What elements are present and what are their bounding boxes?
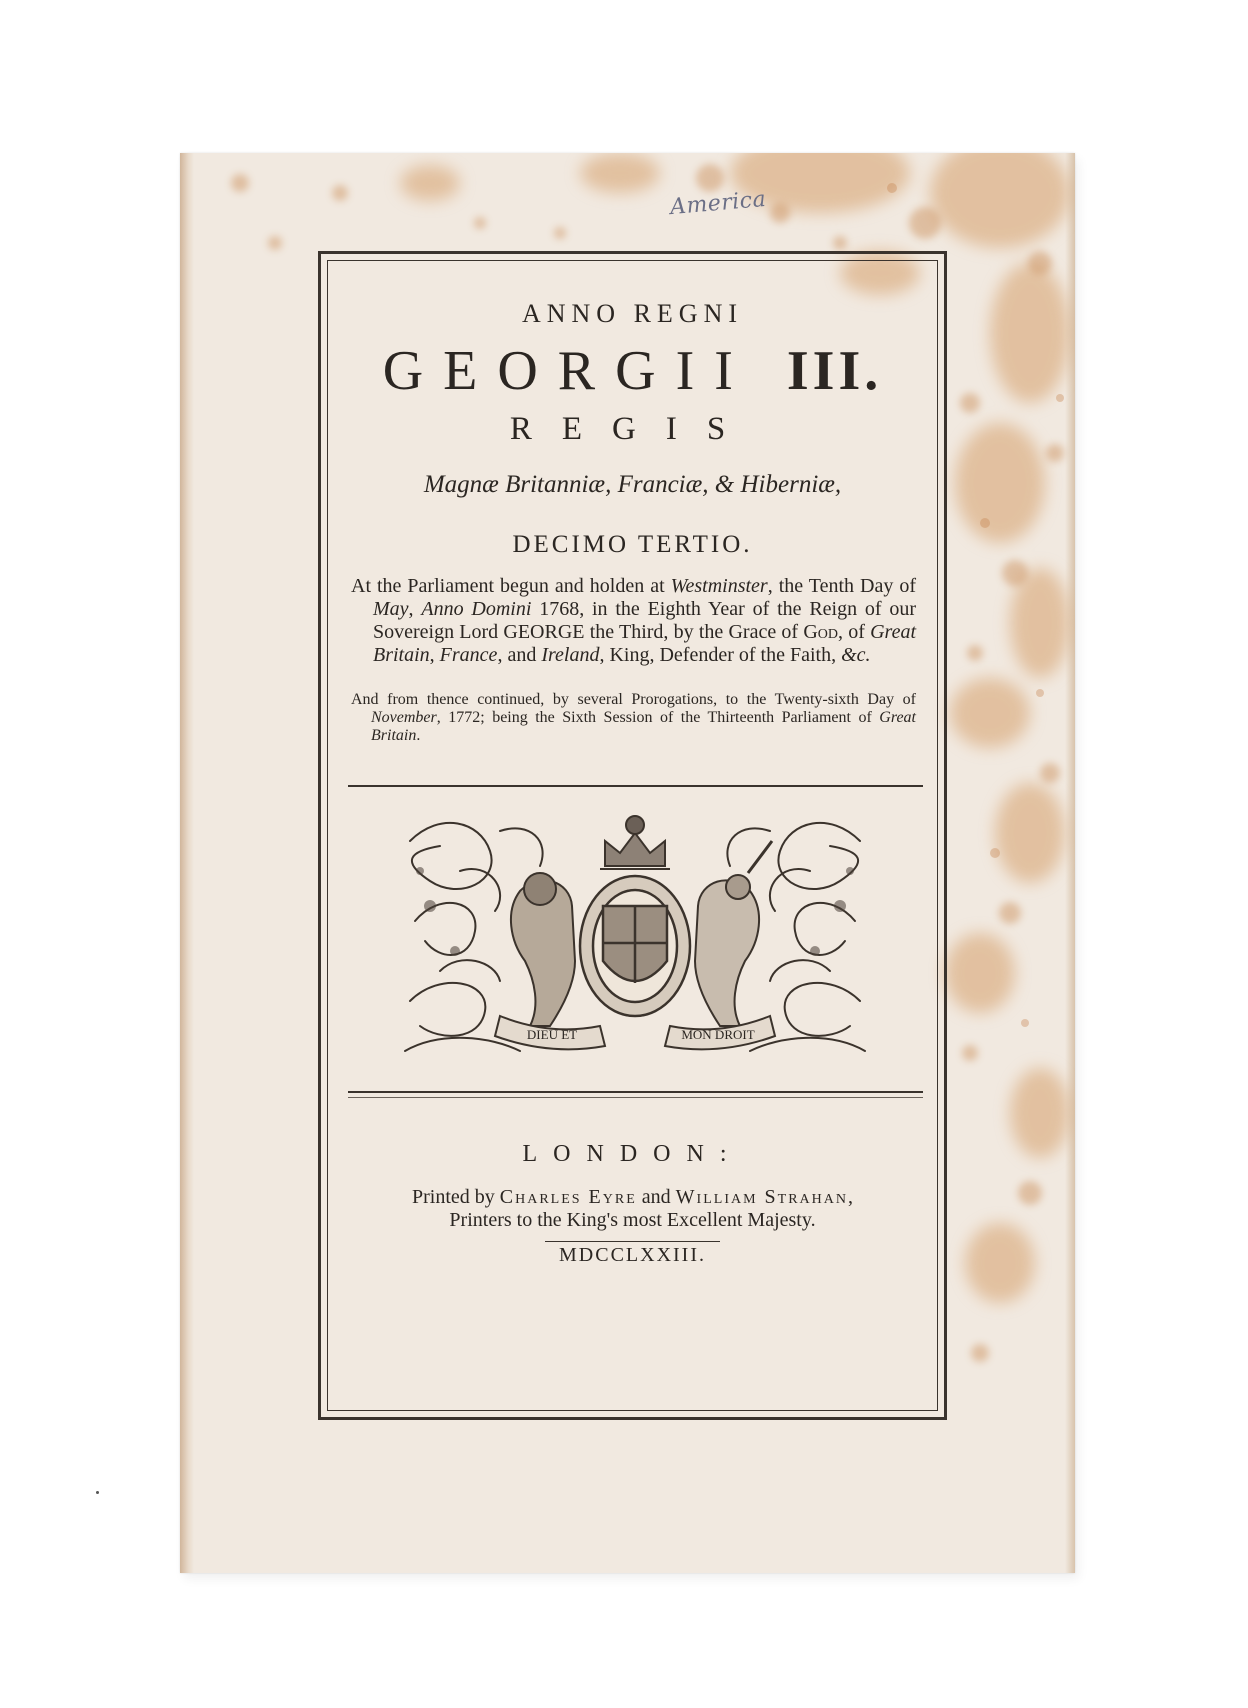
motto-right: MON DROIT <box>681 1027 755 1042</box>
para1-text-f: , <box>429 644 440 666</box>
para1-text-h: , King, Defender of the Faith, <box>599 644 842 666</box>
title-anno-regni: ANNO REGNI <box>521 299 744 328</box>
para2-great-britain: Great Britain <box>371 709 916 744</box>
imprint-printed-by: Printed by <box>411 1186 500 1208</box>
imprint-printer-2: William Strahan <box>675 1186 848 1208</box>
para2-text-c: . <box>416 727 421 744</box>
para1-ireland: Ireland <box>541 644 600 666</box>
motto-left: DIEU ET <box>526 1027 578 1042</box>
title-page-content <box>328 261 937 1410</box>
title-regis: REGIS <box>509 411 756 447</box>
title-georgii-name: GEORGII <box>382 340 753 402</box>
divider-rule-bottom-thin <box>348 1097 923 1098</box>
imprint-printers-line: Printers to the King's most Excellent Majesty. <box>449 1209 816 1231</box>
para1-france: France <box>439 644 498 666</box>
document-page <box>180 153 1075 1573</box>
title-border <box>318 251 947 1420</box>
para1-etc: &c. <box>841 644 871 666</box>
imprint-city: LONDON: <box>522 1141 743 1167</box>
para1-text-c: , <box>408 598 422 620</box>
speck <box>96 1491 99 1494</box>
imprint-printer-1: Charles Eyre <box>499 1186 637 1208</box>
para2-month: November <box>371 709 437 726</box>
prorogation-paragraph <box>351 691 916 745</box>
para1-text-b: , the Tenth Day of <box>767 575 916 597</box>
imprint-year-text: MDCCLXXIII. <box>545 1241 720 1267</box>
handwritten-note: America <box>669 186 768 221</box>
para1-god: God <box>803 621 838 643</box>
divider-rule-bottom <box>348 1091 923 1093</box>
imprint-printers: Printed by Charles Eyre and William Strahan, Printers to the King's most Excellent Majesty. <box>411 1186 853 1231</box>
divider-rule-top <box>348 785 923 787</box>
para1-anno-domini: Anno Domini <box>421 598 532 620</box>
para1-text-e: , of <box>837 621 871 643</box>
royal-coat-of-arms-woodcut <box>400 811 870 1061</box>
imprint-year <box>328 1241 937 1267</box>
title-georgii <box>328 339 937 403</box>
title-georgii-numeral: III. <box>786 340 883 402</box>
para1-month: May <box>373 598 409 620</box>
title-decimo-tertio: DECIMO TERTIO. <box>512 531 753 558</box>
para1-text-d: 1768, in the Eighth Year of the Reign of our Sovereign Lord GEORGE the Third, by the Grace of <box>373 598 917 643</box>
parliament-paragraph <box>351 575 916 667</box>
para1-text-g: , and <box>497 644 542 666</box>
para1-place: Westminster <box>670 575 768 597</box>
imprint-and: and <box>636 1186 676 1208</box>
para1-text-a: At the Parliament begun and holden at <box>351 575 671 597</box>
para1-great-britain: Great Britain <box>373 621 916 666</box>
para2-text-a: And from thence continued, by several Prorogations, to the Twenty-sixth Day of <box>351 691 916 708</box>
para2-text-b: , 1772; being the Sixth Session of the Thirteenth Parliament of <box>436 709 880 726</box>
title-kingdoms: Magnæ Britanniæ, Franciæ, & Hiberniæ, <box>423 471 842 498</box>
title-inner-border <box>327 260 938 1411</box>
